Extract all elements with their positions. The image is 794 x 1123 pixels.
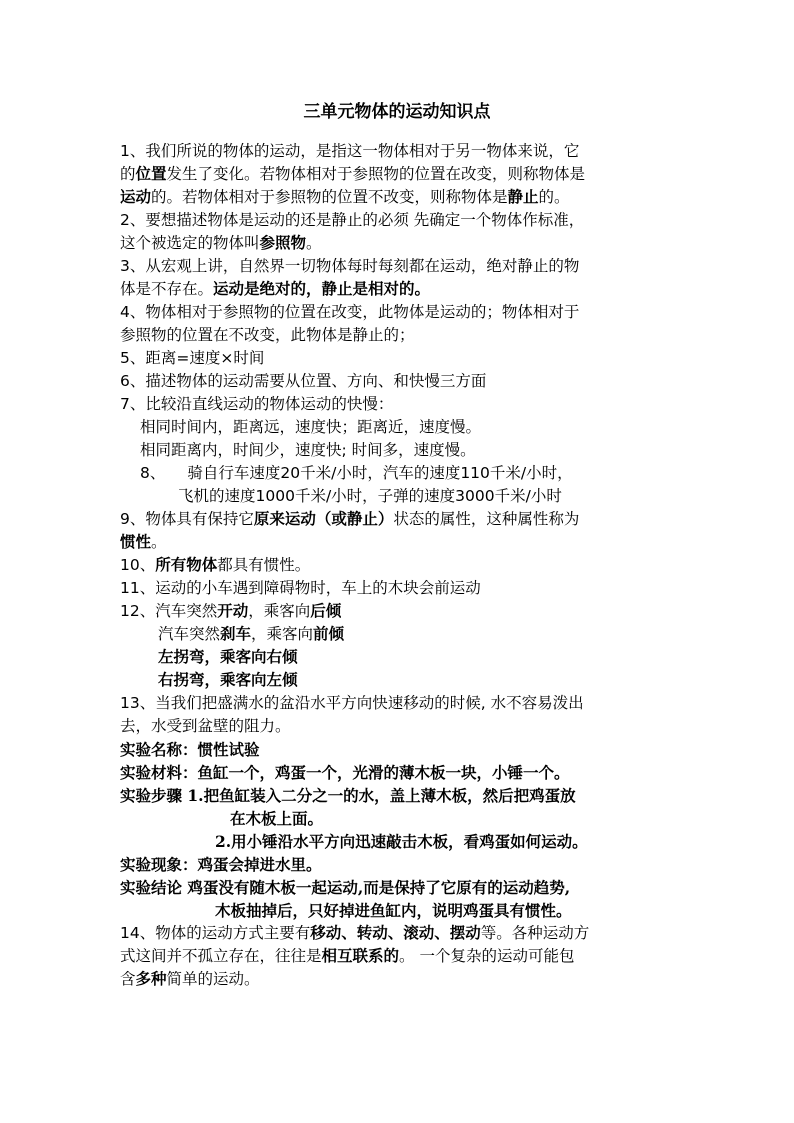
bold-text: 后倾: [310, 602, 342, 620]
text: 状态的属性，这种属性称为: [393, 510, 580, 528]
text: 3、从宏观上讲，自然界一切物体每时每刻都在运动，绝对静止的物: [120, 257, 580, 275]
bold-text: 开动: [217, 602, 249, 620]
item-13-line-2: 去，水受到盆壁的阻力。: [120, 717, 291, 735]
text: 。: [151, 533, 167, 551]
item-1-line-2: [120, 163, 680, 186]
item-9-line-2: [120, 531, 680, 554]
text: 。 一个复杂的运动可能包: [399, 947, 575, 965]
item-3-line-2: [120, 278, 680, 301]
bold-text: 静止: [507, 188, 539, 206]
bold-text: 运动: [120, 188, 152, 206]
text: 10、: [120, 556, 156, 574]
bold-text: 惯性: [120, 533, 152, 551]
bold-text: 多种: [135, 970, 167, 988]
item-8-line-2: 飞机的速度1000千米/小时，子弹的速度3000千米/小时: [178, 487, 562, 505]
experiment-name: 实验名称：惯性试验: [120, 740, 260, 759]
item-4-line-1: [120, 301, 680, 324]
text: ，乘客向: [251, 625, 314, 643]
experiment-phenomenon: 实验现象：鸡蛋会掉进水里。: [120, 855, 322, 874]
text: 等。各种运动方: [480, 924, 590, 942]
item-13-line-1: 13、当我们把盛满水的盆沿水平方向快速移动的时候, 水不容易泼出: [120, 694, 584, 712]
bold-text: 刹车: [220, 625, 252, 643]
item-6: 6、描述物体的运动需要从位置、方向、和快慢三方面: [120, 372, 487, 390]
text: 参照物的位置在不改变，此物体是静止的；: [120, 326, 415, 344]
item-9-line-1: [120, 508, 680, 531]
text: 9、物体具有保持它: [120, 510, 254, 528]
item-12-line-4: 右拐弯，乘客向左倾: [158, 671, 298, 689]
text: ，乘客向: [248, 602, 311, 620]
bold-text: 位置: [135, 165, 167, 183]
document-body: [120, 140, 680, 991]
text: 发生了变化。若物体相对于参照物的位置在改变，则称物体是: [166, 165, 586, 183]
item-12-line-2: [120, 623, 680, 646]
bold-text: 相互联系的: [321, 947, 400, 965]
text: 式这间并不孤立存在，往往是: [120, 947, 322, 965]
bold-text: 前倾: [313, 625, 345, 643]
experiment-steps-1: 实验步骤 1.把鱼缸装入二分之一的水，盖上薄木板，然后把鸡蛋放: [120, 786, 576, 805]
item-7-line-2: 相同时间内，距离远，速度快；距离近，速度慢。: [140, 418, 482, 436]
item-7-line-1: 7、比较沿直线运动的物体运动的快慢：: [120, 395, 394, 413]
experiment-conclusion-2: 木板抽掉后，只好掉进鱼缸内，说明鸡蛋具有惯性。: [215, 901, 572, 920]
text: 12、汽车突然: [120, 602, 218, 620]
bold-text: 移动、转动、滚动、摆动: [310, 924, 481, 942]
item-14-line-3: [120, 968, 680, 991]
item-14-line-1: [120, 922, 680, 945]
item-2-line-2: [120, 232, 680, 255]
bold-text: 运动是绝对的，静止是相对的。: [213, 280, 431, 298]
experiment-steps-2: 2.用小锤沿水平方向迅速敲击木板，看鸡蛋如何运动。: [215, 832, 588, 851]
text: 简单的运动。: [166, 970, 260, 988]
item-1-line-1: [120, 140, 680, 163]
text: 体是不存在。: [120, 280, 214, 298]
text: 4、物体相对于参照物的位置在改变，此物体是运动的；物体相对于: [120, 303, 580, 321]
item-4-line-2: [120, 324, 680, 347]
text: 都具有惯性。: [217, 556, 311, 574]
text: 。: [306, 234, 322, 252]
item-10: [120, 554, 680, 577]
experiment-materials: 实验材料：鱼缸一个，鸡蛋一个，光滑的薄木板一块，小锤一个。: [120, 763, 570, 782]
item-7-line-3: 相同距离内，时间少，速度快; 时间多，速度慢。: [140, 441, 476, 459]
page-title: 三单元物体的运动知识点: [303, 102, 491, 122]
text: 的。若物体相对于参照物的位置不改变，则称物体是: [151, 188, 508, 206]
bold-text: 所有物体: [155, 556, 218, 574]
text: 这个被选定的物体叫: [120, 234, 260, 252]
item-11: 11、运动的小车遇到障碍物时，车上的木块会前运动: [120, 579, 481, 597]
experiment-steps-1-cont: 在木板上面。: [230, 809, 324, 828]
item-2-line-1: [120, 209, 680, 232]
item-12-line-3: 左拐弯，乘客向右倾: [158, 648, 298, 666]
experiment-conclusion-1: 实验结论 鸡蛋没有随木板一起运动,而是保持了它原有的运动趋势,: [120, 878, 571, 897]
item-12-line-1: [120, 600, 680, 623]
text: 2、要想描述物体是运动的还是静止的必须 先确定一个物体作标准，: [120, 211, 585, 229]
item-14-line-2: [120, 945, 680, 968]
item-3-line-1: [120, 255, 680, 278]
text: 的: [120, 165, 136, 183]
bold-text: 参照物: [259, 234, 307, 252]
item-number: 8、: [140, 464, 166, 482]
item-8-line-1: [120, 462, 680, 485]
text: 骑自行车速度20千米/小时，汽车的速度110千米/小时，: [187, 464, 573, 482]
item-5: 5、距离=速度×时间: [120, 349, 265, 367]
text: 1、我们所说的物体的运动，是指这一物体相对于另一物体来说，它: [120, 142, 580, 160]
text: 汽车突然: [158, 625, 221, 643]
bold-text: 原来运动（或静止）: [253, 510, 394, 528]
text: 14、物体的运动方式主要有: [120, 924, 311, 942]
text: 的。: [538, 188, 570, 206]
text: 含: [120, 970, 136, 988]
item-1-line-3: [120, 186, 680, 209]
